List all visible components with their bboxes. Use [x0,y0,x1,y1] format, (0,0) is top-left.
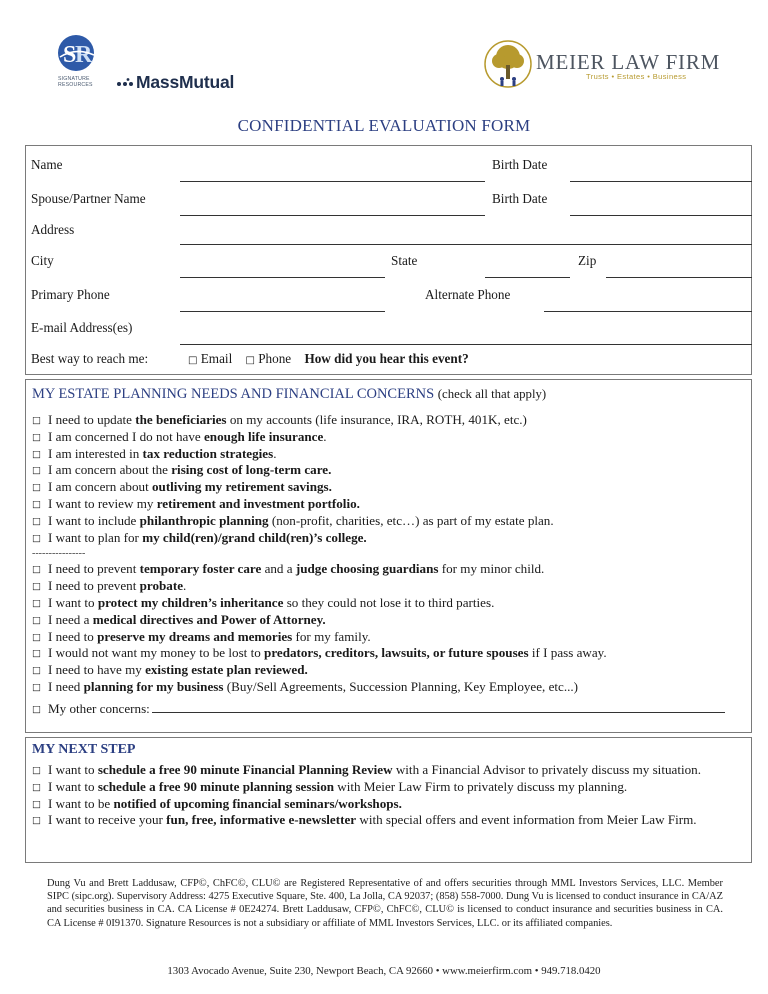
concern-item[interactable]: □ I am concern about the rising cost of long-term care. [32,462,744,479]
reach-email-checkbox[interactable]: □ [188,355,198,366]
concern-item[interactable]: □ I need planning for my business (Buy/Sell Agreements, Succession Planning, Key Employee, etc...) [32,679,744,696]
concern-checkbox[interactable]: □ [32,597,41,609]
concern-item[interactable]: □ I am concern about outliving my retirement savings. [32,479,744,496]
concern-checkbox[interactable]: □ [32,415,41,426]
concern-item[interactable]: □ I am concerned I do not have enough life insurance. [32,429,744,446]
next-step-item[interactable]: □ I want to be notified of upcoming financial seminars/workshops. [32,796,744,813]
concern-item[interactable]: □ I need to have my existing estate plan reviewed. [32,662,744,679]
zip-label: Zip [578,253,597,268]
next-step-heading: MY NEXT STEP [32,742,136,757]
concern-item[interactable]: □ I want to plan for my child(ren)/grand child(ren)’s college. [32,530,744,547]
next-step-checkbox[interactable]: □ [32,781,41,793]
email-label: E-mail Address(es) [31,320,133,335]
concern-item[interactable]: □ I need a medical directives and Power of Attorney. [32,612,744,629]
concern-checkbox[interactable]: □ [32,532,41,544]
concern-checkbox[interactable]: □ [32,482,41,494]
spouse-birth-date-label: Birth Date [492,191,548,206]
next-step-checkbox[interactable]: □ [32,815,41,827]
other-concerns-checkbox[interactable]: □ [32,703,41,715]
reach-options [188,351,469,367]
concern-checkbox[interactable]: □ [32,681,41,693]
massmutual-dots-icon [116,78,136,88]
next-step-checkbox[interactable]: □ [32,798,41,810]
next-step-item[interactable]: □ I want to receive your fun, free, informative e-newsletter with special offers and event information from Meier Law Firm. [32,812,744,829]
concern-item[interactable]: □ I want to include philanthropic planning (non-profit, charities, etc…) as part of my estate plan. [32,513,744,530]
next-step-item[interactable]: □ I want to schedule a free 90 minute planning session with Meier Law Firm to privately discuss my planning. [32,779,744,796]
concern-checkbox[interactable]: □ [32,631,41,643]
reach-label: Best way to reach me: [31,351,149,366]
other-concerns-item[interactable] [32,701,744,718]
state-field[interactable] [485,277,570,278]
meier-wordmark: MEIER LAW FIRM [536,50,721,74]
reach-email-label: Email [200,351,233,366]
primary-phone-field[interactable] [180,311,385,312]
legal-disclaimer: Dung Vu and Brett Laddusaw, CFP©, ChFC©, CLU© are Registered Representative of and offers securities through MML Investors Services, LLC. Member SIPC (sipc.org). Supervisory Address: 4275 Executive Square, Ste. 400, La Jolla, CA 92037; (858) 558-7000. Dung Vu is licensed to conduct insurance in CA/AZ and securities business in CA. CA License # 0E24274. Brett Laddusaw, CFP©, ChFC©, CLU© is licensed to conduct insurance and securities business in CA. CA License # 0I91370. Signature Resources is not a subsidiary or affiliate of MML Investors Services, LLC. or its affiliated companies. [47,878,723,929]
concern-checkbox[interactable]: □ [32,564,41,576]
concern-checkbox[interactable]: □ [32,515,41,527]
concern-checkbox[interactable]: □ [32,648,41,660]
next-step-checkbox[interactable]: □ [32,765,41,776]
estate-needs-heading [32,386,546,403]
birth-date-label: Birth Date [492,157,548,172]
other-concerns-field[interactable] [152,712,725,713]
concern-checkbox[interactable]: □ [32,498,41,510]
spouse-name-label: Spouse/Partner Name [31,191,146,206]
meier-tree-icon [484,38,532,90]
concern-item[interactable]: □ I need to prevent probate. [32,578,744,595]
name-field[interactable] [180,181,485,182]
address-field[interactable] [180,244,752,245]
estate-needs-heading-text: MY ESTATE PLANNING NEEDS AND FINANCIAL CONCERNS [32,386,435,402]
concern-item[interactable]: □ I want to review my retirement and investment portfolio. [32,496,744,513]
concern-item[interactable]: □ I would not want my money to be lost to predators, creditors, lawsuits, or future spouses if I pass away. [32,645,744,662]
contact-info-box [25,145,752,375]
estate-needs-heading-note: (check all that apply) [437,387,547,401]
concern-item[interactable]: □ I need to update the beneficiaries on my accounts (life insurance, IRA, ROTH, 401K, etc.) [32,412,744,429]
signature-resources-caption: SIGNATURE RESOURCES [58,76,93,88]
section-divider: ---------------- [32,548,86,560]
spouse-name-field[interactable] [180,215,485,216]
form-title: CONFIDENTIAL EVALUATION FORM [237,116,531,135]
primary-phone-label: Primary Phone [31,287,110,302]
signature-resources-logo [54,33,102,93]
state-label: State [391,253,418,268]
estate-needs-list [32,412,744,718]
concern-checkbox[interactable]: □ [32,448,41,460]
concern-item[interactable]: □ I want to protect my children’s inheritance so they could not lose it to third parties. [32,595,744,612]
concern-item[interactable]: □ I am interested in tax reduction strategies. [32,446,744,463]
signature-resources-emblem-icon [54,33,102,77]
massmutual-logo [116,72,234,93]
concern-checkbox[interactable]: □ [32,581,41,593]
hear-about-event-label: How did you hear this event? [304,351,469,366]
reach-phone-checkbox[interactable]: □ [245,355,255,366]
svg-text:R: R [75,42,93,68]
massmutual-wordmark: MassMutual [136,72,235,92]
concern-item[interactable]: □ I need to preserve my dreams and memories for my family. [32,629,744,646]
other-concerns-label: My other concerns: [48,700,150,716]
zip-field[interactable] [606,277,752,278]
alternate-phone-label: Alternate Phone [425,287,511,302]
concern-checkbox[interactable]: □ [32,465,41,477]
meier-law-firm-logo [484,38,724,90]
meier-tagline: Trusts • Estates • Business [586,72,687,81]
concern-checkbox[interactable]: □ [32,665,41,677]
alternate-phone-field[interactable] [544,311,752,312]
concern-checkbox[interactable]: □ [32,614,41,626]
footer-address: 1303 Avocado Avenue, Suite 230, Newport Beach, CA 92660 • www.meierfirm.com • 949.718.0420 [167,965,601,977]
next-step-list [32,762,744,829]
spouse-birth-date-field[interactable] [570,215,752,216]
birth-date-field[interactable] [570,181,752,182]
next-step-item[interactable]: □ I want to schedule a free 90 minute Financial Planning Review with a Financial Advisor to privately discuss my situation. [32,762,744,779]
city-label: City [31,253,54,268]
name-label: Name [31,157,63,172]
concern-item[interactable]: □ I need to prevent temporary foster care and a judge choosing guardians for my minor child. [32,561,744,578]
email-field[interactable] [180,344,752,345]
svg-text:S: S [63,42,77,68]
city-field[interactable] [180,277,385,278]
concern-checkbox[interactable]: □ [32,431,41,443]
address-label: Address [31,222,75,237]
reach-phone-label: Phone [258,351,292,366]
